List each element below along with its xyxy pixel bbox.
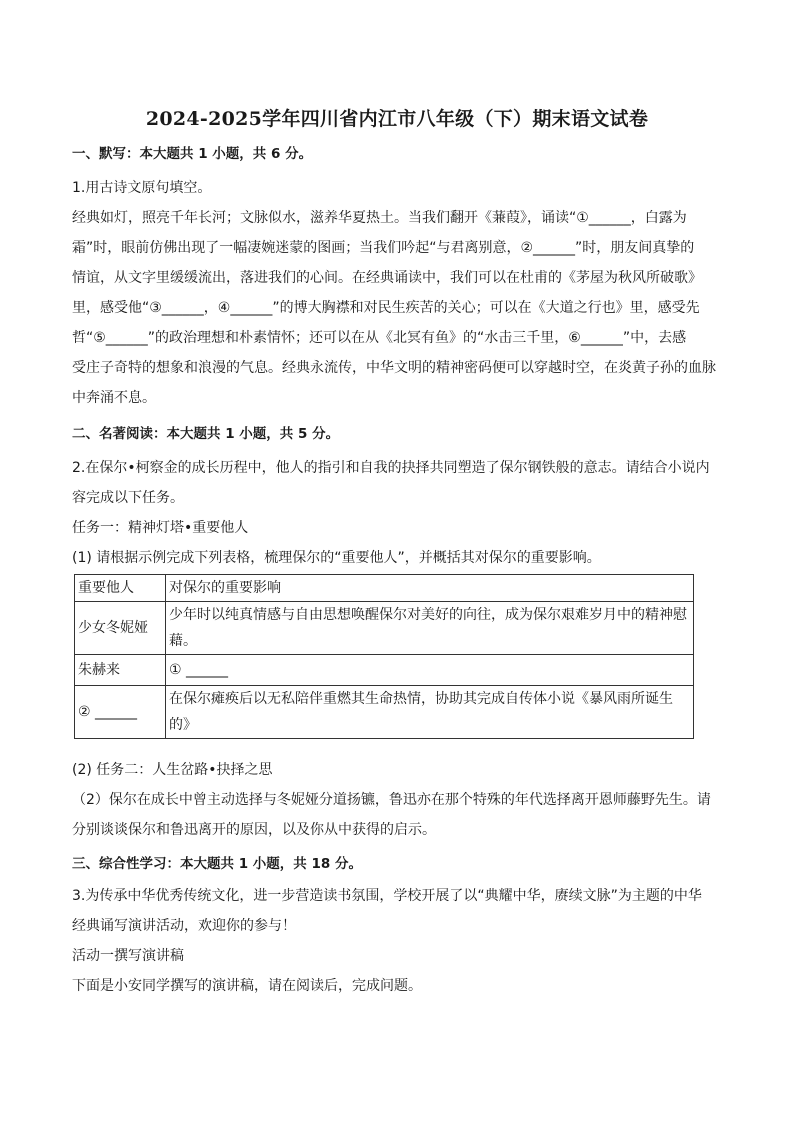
question-1: 1.用古诗文原句填空。 [72, 180, 212, 196]
table-cell: 少女冬妮娅 [75, 602, 166, 655]
activity-title: 活动一撰写演讲稿 [72, 948, 184, 964]
task-1-title: 任务一：精神灯塔•重要他人 [72, 520, 249, 536]
influence-table [74, 574, 694, 739]
table-cell [166, 686, 694, 739]
passage-line: 霜”时，眼前仿佛出现了一幅凄婉迷蒙的图画；当我们吟起“与君离别意，②______”时，朋友间真挚的 [72, 240, 695, 256]
passage-line: 受庄子奇特的想象和浪漫的气息。经典永流传，中华文明的精神密码便可以穿越时空，在炎黄子孙的血脉 [72, 360, 716, 376]
question-3-line: 经典诵写演讲活动，欢迎你的参与！ [72, 918, 296, 934]
task-2-title: (2) 任务二：人生岔路•抉择之思 [72, 762, 273, 778]
question-3-line: 3.为传承中华优秀传统文化，进一步营造读书氛围，学校开展了以“典耀中华，赓续文脉”为主题的中华 [72, 888, 702, 904]
passage-line: 哲“⑤______”的政治理想和朴素情怀；还可以在从《北冥有鱼》的“水击三千里，⑥______”中，去感 [72, 330, 687, 346]
cell-line: 在保尔瘫痪后以无私陪伴重燃其生命热情，协助其完成自传体小说《暴风雨所诞生 [169, 691, 673, 707]
cell-line: 的》 [169, 717, 197, 733]
passage-line: 中奔涌不息。 [72, 390, 156, 406]
cell-line: 藉。 [169, 633, 197, 649]
passage-line: 里，感受他“③______，④______”的博大胸襟和对民生疾苦的关心；可以在《大道之行也》里，感受先 [72, 300, 700, 316]
sub-question-1: (1) 请根据示例完成下列表格，梳理保尔的“重要他人”，并概括其对保尔的重要影响。 [72, 550, 601, 566]
table-row [75, 602, 694, 655]
passage-line: 情谊，从文字里缓缓流出，落进我们的心间。在经典诵读中，我们可以在杜甫的《茅屋为秋风所破歌》 [72, 270, 702, 286]
table-header-cell: 重要他人 [75, 575, 166, 602]
activity-description: 下面是小安同学撰写的演讲稿，请在阅读后，完成问题。 [72, 978, 422, 994]
table-row [75, 686, 694, 739]
page-title: 2024-2025学年四川省内江市八年级（下）期末语文试卷 [145, 108, 649, 130]
cell-line: 少年时以纯真情感与自由思想唤醒保尔对美好的向往，成为保尔艰难岁月中的精神慰 [169, 607, 687, 623]
question-2-line: 容完成以下任务。 [72, 490, 184, 506]
sub-question-2-line: 分别谈谈保尔和鲁迅离开的原因，以及你从中获得的启示。 [72, 822, 436, 838]
table-row [75, 575, 694, 602]
table-row [75, 655, 694, 686]
question-2-line: 2.在保尔•柯察金的成长历程中，他人的指引和自我的抉择共同塑造了保尔钢铁般的意志。请结合小说内 [72, 460, 710, 476]
table-cell: 朱赫来 [75, 655, 166, 686]
answer-blank-cell: ② ______ [75, 686, 166, 739]
section-2-header: 二、名著阅读：本大题共 1 小题，共 5 分。 [72, 426, 340, 442]
passage-line: 经典如灯，照亮千年长河；文脉似水，滋养华夏热土。当我们翻开《蒹葭》，诵读“①______，白露为 [72, 210, 687, 226]
table-header-cell: 对保尔的重要影响 [166, 575, 694, 602]
sub-question-2-line: （2）保尔在成长中曾主动选择与冬妮娅分道扬镳，鲁迅亦在那个特殊的年代选择离开恩师藤野先生。请 [72, 792, 711, 808]
answer-blank-cell: ① ______ [166, 655, 694, 686]
section-1-header: 一、默写：本大题共 1 小题，共 6 分。 [72, 146, 313, 162]
table-cell [166, 602, 694, 655]
section-3-header: 三、综合性学习：本大题共 1 小题，共 18 分。 [72, 856, 362, 872]
